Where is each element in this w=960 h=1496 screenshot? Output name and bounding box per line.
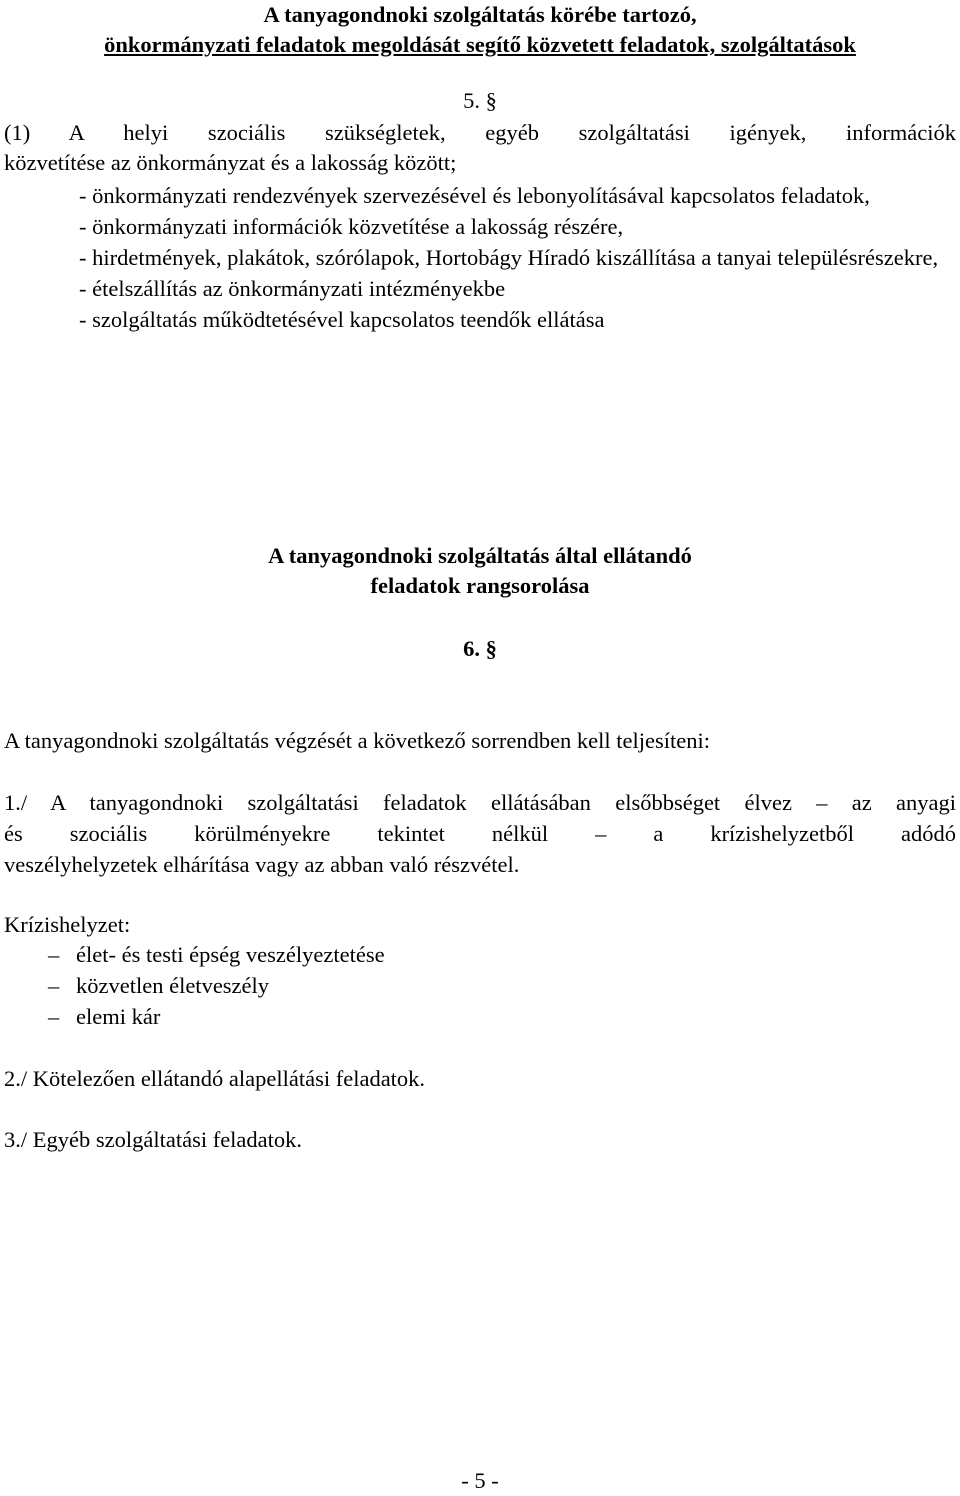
list-item — [4, 971, 604, 1002]
list-item — [4, 940, 604, 971]
section-title-2 — [4, 541, 956, 601]
section-title-2-line2: feladatok rangsorolása — [370, 573, 590, 598]
paragraph-5-intro-line2: közvetítése az önkormányzat és a lakosság között; — [4, 150, 457, 175]
paragraph-5-intro-line1: (1) A helyi szociális szükségletek, egyéb szolgáltatási igények, információk — [4, 120, 956, 145]
dash-bullet: – — [48, 973, 60, 998]
priority-rule-1-line1: 1./ A tanyagondnoki szolgáltatási feladatok ellátásában elsőbbséget élvez – az anyagi — [4, 790, 956, 815]
list-item-text: - hirdetmények, plakátok, szórólapok, Hortobágy Híradó kiszállítása a tanyai településrészekre, — [79, 245, 939, 270]
list-item — [4, 1002, 604, 1033]
priority-rule-2: 2./ Kötelezően ellátandó alapellátási feladatok. — [4, 1066, 426, 1091]
priority-rule-1-line2: és szociális körülményekre tekintet nélkül – a krízishelyzetből adódó — [4, 821, 956, 846]
list-item-text: közvetlen életveszély — [76, 973, 270, 998]
list-item-text: - ételszállítás az önkormányzati intézményekbe — [79, 276, 506, 301]
paragraph-5-intro — [4, 118, 956, 178]
priority-rule-1-line3: veszélyhelyzetek elhárítása vagy az abban való részvétel. — [4, 852, 520, 877]
paragraph-number-5: 5. § — [463, 88, 497, 113]
list-item-text: elemi kár — [76, 1004, 161, 1029]
list-item — [79, 273, 958, 304]
list-item-text: élet- és testi épség veszélyeztetése — [76, 942, 385, 967]
crisis-label: Krízishelyzet: — [4, 912, 131, 937]
list-item-text: - szolgáltatás működtetésével kapcsolatos teendők ellátása — [79, 307, 605, 332]
list-item — [79, 304, 958, 335]
page-number: - 5 - — [461, 1468, 499, 1493]
list-item-text: - önkormányzati információk közvetítése a lakosság részére, — [79, 214, 624, 239]
paragraph-6-intro: A tanyagondnoki szolgáltatás végzését a következő sorrendben kell teljesíteni: — [4, 728, 711, 753]
task-list — [79, 180, 958, 335]
priority-rule-1 — [4, 787, 956, 880]
section-title-1-line2: önkormányzati feladatok megoldását segítő közvetett feladatok, szolgáltatások — [104, 32, 856, 57]
section-title-1 — [4, 0, 956, 60]
list-item — [79, 180, 958, 211]
list-item — [79, 242, 958, 273]
dash-bullet: – — [48, 942, 60, 967]
list-item-text: - önkormányzati rendezvények szervezésével és lebonyolításával kapcsolatos feladatok, — [79, 183, 870, 208]
paragraph-number-6: 6. § — [463, 636, 497, 661]
dash-bullet: – — [48, 1004, 60, 1029]
list-item — [79, 211, 958, 242]
priority-rule-3: 3./ Egyéb szolgáltatási feladatok. — [4, 1127, 303, 1152]
section-title-1-line1: A tanyagondnoki szolgáltatás körébe tartozó, — [263, 2, 697, 27]
section-title-2-line1: A tanyagondnoki szolgáltatás által ellátandó — [268, 543, 692, 568]
crisis-list — [4, 940, 604, 1033]
